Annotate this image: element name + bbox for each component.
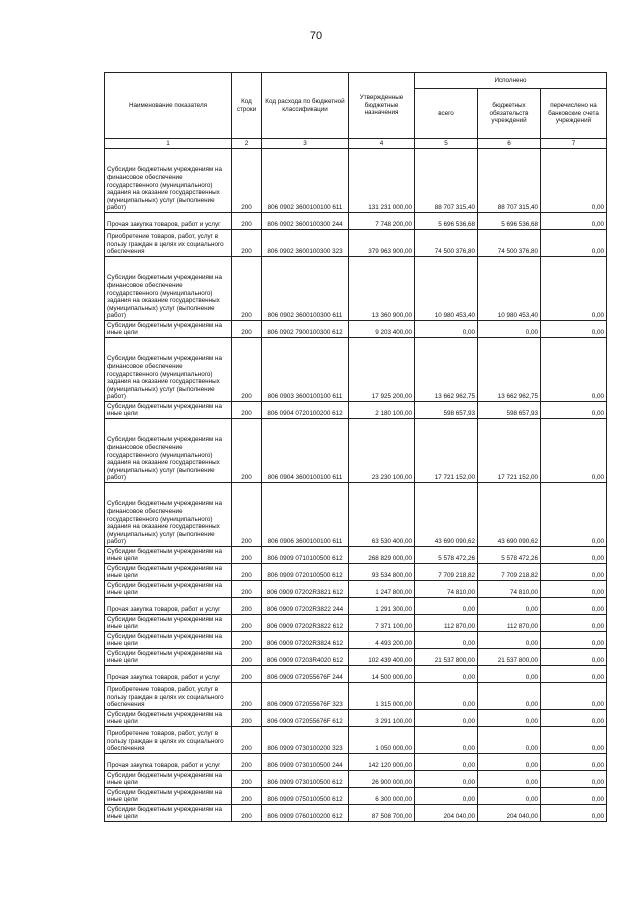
cell-expense-code: 806 0909 072055676F 612 (262, 710, 349, 727)
cell-name: Приобретение товаров, работ, услуг в пользу граждан в целях их социального обеспечения (105, 683, 232, 710)
table-row (105, 771, 607, 788)
cell-approved: 2 180 100,00 (349, 402, 415, 419)
cell-obligations: 598 657,93 (478, 402, 541, 419)
cell-transferred: 0,00 (541, 564, 607, 581)
cell-approved: 379 963 900,00 (349, 230, 415, 257)
cell-name: Субсидии бюджетным учреждениям на финансовое обеспечение государственного (муниципального) задания на оказание государственных (муниципальных) услуг (выполнение работ) (105, 419, 232, 483)
cell-transferred: 0,00 (541, 419, 607, 483)
cell-name: Субсидии бюджетным учреждениям на иные цели (105, 581, 232, 598)
cell-expense-code: 806 0909 0730100500 244 (262, 754, 349, 771)
cell-expense-code: 806 0909 07202R3822 612 (262, 615, 349, 632)
cell-total: 0,00 (415, 754, 478, 771)
cell-total: 204 040,00 (415, 805, 478, 822)
cell-obligations: 0,00 (478, 321, 541, 338)
table-row (105, 754, 607, 771)
cell-name: Прочая закупка товаров, работ и услуг (105, 213, 232, 230)
cell-total: 0,00 (415, 710, 478, 727)
table-row (105, 805, 607, 822)
cell-name: Субсидии бюджетным учреждениям на иные цели (105, 771, 232, 788)
cell-transferred: 0,00 (541, 547, 607, 564)
cell-obligations: 88 707 315,40 (478, 149, 541, 213)
cell-total: 0,00 (415, 632, 478, 649)
column-number: 4 (349, 139, 415, 149)
cell-obligations: 0,00 (478, 683, 541, 710)
cell-line-code: 200 (232, 230, 262, 257)
table-body (105, 149, 607, 822)
table-row (105, 149, 607, 213)
header-name: Наименование показателя (105, 73, 232, 139)
cell-name: Прочая закупка товаров, работ и услуг (105, 666, 232, 683)
cell-total: 5 578 472,26 (415, 547, 478, 564)
cell-approved: 14 500 000,00 (349, 666, 415, 683)
cell-obligations: 5 578 472,26 (478, 547, 541, 564)
cell-total: 0,00 (415, 771, 478, 788)
cell-name: Субсидии бюджетным учреждениям на иные цели (105, 402, 232, 419)
cell-approved: 63 530 400,00 (349, 483, 415, 547)
cell-expense-code: 806 0909 07202R3824 612 (262, 632, 349, 649)
table-row (105, 649, 607, 666)
table-row (105, 727, 607, 754)
cell-total: 43 690 090,62 (415, 483, 478, 547)
cell-line-code: 200 (232, 666, 262, 683)
cell-obligations: 74 810,00 (478, 581, 541, 598)
cell-total: 7 709 218,82 (415, 564, 478, 581)
cell-line-code: 200 (232, 338, 262, 402)
cell-approved: 1 050 000,00 (349, 727, 415, 754)
cell-obligations: 0,00 (478, 666, 541, 683)
cell-obligations: 0,00 (478, 632, 541, 649)
cell-name: Субсидии бюджетным учреждениям на финансовое обеспечение государственного (муниципального) задания на оказание государственных (муниципальных) услуг (выполнение работ) (105, 338, 232, 402)
cell-expense-code: 806 0902 3600100300 611 (262, 257, 349, 321)
header-transferred: перечислено на банковские счета учреждений (541, 89, 607, 139)
cell-transferred: 0,00 (541, 581, 607, 598)
cell-total: 21 537 800,00 (415, 649, 478, 666)
cell-transferred: 0,00 (541, 598, 607, 615)
cell-line-code: 200 (232, 805, 262, 822)
cell-expense-code: 806 0902 3600100300 244 (262, 213, 349, 230)
cell-expense-code: 806 0909 0750100500 612 (262, 788, 349, 805)
cell-line-code: 200 (232, 771, 262, 788)
table-row (105, 564, 607, 581)
cell-name: Субсидии бюджетным учреждениям на иные цели (105, 615, 232, 632)
cell-line-code: 200 (232, 564, 262, 581)
cell-total: 112 870,00 (415, 615, 478, 632)
table-row (105, 338, 607, 402)
cell-transferred: 0,00 (541, 683, 607, 710)
table-row (105, 257, 607, 321)
cell-expense-code: 806 0909 0730100500 612 (262, 771, 349, 788)
cell-expense-code: 806 0909 07202R3822 244 (262, 598, 349, 615)
cell-expense-code: 806 0902 7900100300 612 (262, 321, 349, 338)
column-number: 1 (105, 139, 232, 149)
cell-transferred: 0,00 (541, 483, 607, 547)
cell-total: 0,00 (415, 321, 478, 338)
cell-expense-code: 806 0909 0720100500 612 (262, 564, 349, 581)
cell-transferred: 0,00 (541, 649, 607, 666)
cell-name: Субсидии бюджетным учреждениям на финансовое обеспечение государственного (муниципального) задания на оказание государственных (муниципальных) услуг (выполнение работ) (105, 149, 232, 213)
cell-obligations: 43 690 090,62 (478, 483, 541, 547)
cell-total: 17 721 152,00 (415, 419, 478, 483)
table-row (105, 213, 607, 230)
table-row (105, 402, 607, 419)
cell-approved: 9 203 400,00 (349, 321, 415, 338)
cell-name: Субсидии бюджетным учреждениям на иные цели (105, 805, 232, 822)
cell-approved: 7 371 100,00 (349, 615, 415, 632)
cell-approved: 3 291 100,00 (349, 710, 415, 727)
cell-expense-code: 806 0909 07203R4020 612 (262, 649, 349, 666)
table-row (105, 483, 607, 547)
cell-transferred: 0,00 (541, 788, 607, 805)
cell-transferred: 0,00 (541, 321, 607, 338)
cell-line-code: 200 (232, 483, 262, 547)
cell-transferred: 0,00 (541, 805, 607, 822)
cell-approved: 4 493 200,00 (349, 632, 415, 649)
cell-name: Субсидии бюджетным учреждениям на иные цели (105, 321, 232, 338)
cell-obligations: 21 537 800,00 (478, 649, 541, 666)
cell-total: 88 707 315,40 (415, 149, 478, 213)
table-row (105, 321, 607, 338)
table-row (105, 666, 607, 683)
column-number: 6 (478, 139, 541, 149)
cell-approved: 102 439 400,00 (349, 649, 415, 666)
column-number: 3 (262, 139, 349, 149)
cell-expense-code: 806 0909 07202R3821 612 (262, 581, 349, 598)
cell-approved: 93 534 800,00 (349, 564, 415, 581)
cell-line-code: 200 (232, 419, 262, 483)
cell-line-code: 200 (232, 149, 262, 213)
cell-approved: 142 120 000,00 (349, 754, 415, 771)
cell-line-code: 200 (232, 788, 262, 805)
header-approved: Утвержденные бюджетные назначения (349, 73, 415, 139)
cell-expense-code: 806 0909 0760100200 612 (262, 805, 349, 822)
cell-approved: 268 829 000,00 (349, 547, 415, 564)
cell-total: 598 657,93 (415, 402, 478, 419)
column-number: 7 (541, 139, 607, 149)
cell-expense-code: 806 0902 3600100100 611 (262, 149, 349, 213)
cell-line-code: 200 (232, 547, 262, 564)
cell-name: Приобретение товаров, работ, услуг в пользу граждан в целях их социального обеспечения (105, 727, 232, 754)
cell-transferred: 0,00 (541, 402, 607, 419)
cell-obligations: 0,00 (478, 771, 541, 788)
column-number: 2 (232, 139, 262, 149)
header-total: всего (415, 89, 478, 139)
cell-total: 5 696 536,68 (415, 213, 478, 230)
cell-transferred: 0,00 (541, 338, 607, 402)
cell-obligations: 0,00 (478, 727, 541, 754)
cell-obligations: 0,00 (478, 598, 541, 615)
cell-name: Субсидии бюджетным учреждениям на финансовое обеспечение государственного (муниципального) задания на оказание государственных (муниципальных) услуг (выполнение работ) (105, 483, 232, 547)
cell-transferred: 0,00 (541, 213, 607, 230)
cell-transferred: 0,00 (541, 149, 607, 213)
cell-line-code: 200 (232, 257, 262, 321)
cell-line-code: 200 (232, 402, 262, 419)
cell-transferred: 0,00 (541, 754, 607, 771)
cell-approved: 26 900 000,00 (349, 771, 415, 788)
cell-name: Субсидии бюджетным учреждениям на иные цели (105, 710, 232, 727)
cell-line-code: 200 (232, 727, 262, 754)
header-budget-obligations: бюджетных обязательств учреждений (478, 89, 541, 139)
cell-approved: 23 230 100,00 (349, 419, 415, 483)
cell-name: Субсидии бюджетным учреждениям на иные цели (105, 649, 232, 666)
cell-approved: 7 748 200,00 (349, 213, 415, 230)
cell-total: 0,00 (415, 788, 478, 805)
cell-name: Субсидии бюджетным учреждениям на иные цели (105, 632, 232, 649)
cell-name: Приобретение товаров, работ, услуг в пользу граждан в целях их социального обеспечения (105, 230, 232, 257)
cell-total: 0,00 (415, 683, 478, 710)
table-row (105, 615, 607, 632)
cell-expense-code: 806 0909 072055676F 244 (262, 666, 349, 683)
header-executed: Исполнено (415, 73, 607, 89)
cell-expense-code: 806 0906 3600100100 611 (262, 483, 349, 547)
cell-transferred: 0,00 (541, 632, 607, 649)
cell-total: 74 810,00 (415, 581, 478, 598)
column-number-row (105, 139, 607, 149)
cell-name: Прочая закупка товаров, работ и услуг (105, 598, 232, 615)
cell-approved: 1 247 800,00 (349, 581, 415, 598)
cell-name: Прочая закупка товаров, работ и услуг (105, 754, 232, 771)
cell-line-code: 200 (232, 683, 262, 710)
cell-approved: 17 925 200,00 (349, 338, 415, 402)
table-row (105, 710, 607, 727)
column-number: 5 (415, 139, 478, 149)
cell-expense-code: 806 0903 3600100100 611 (262, 338, 349, 402)
cell-expense-code: 806 0909 0710100500 612 (262, 547, 349, 564)
cell-transferred: 0,00 (541, 615, 607, 632)
cell-expense-code: 806 0904 3600100100 611 (262, 419, 349, 483)
cell-name: Субсидии бюджетным учреждениям на иные цели (105, 547, 232, 564)
cell-transferred: 0,00 (541, 666, 607, 683)
cell-transferred: 0,00 (541, 257, 607, 321)
table-row (105, 683, 607, 710)
cell-obligations: 112 870,00 (478, 615, 541, 632)
cell-expense-code: 806 0909 072055676F 323 (262, 683, 349, 710)
table-row (105, 788, 607, 805)
cell-line-code: 200 (232, 213, 262, 230)
cell-transferred: 0,00 (541, 771, 607, 788)
cell-name: Субсидии бюджетным учреждениям на иные цели (105, 564, 232, 581)
cell-expense-code: 806 0904 0720100200 612 (262, 402, 349, 419)
table-row (105, 547, 607, 564)
cell-approved: 1 315 000,00 (349, 683, 415, 710)
cell-obligations: 0,00 (478, 788, 541, 805)
cell-expense-code: 806 0902 3600100300 323 (262, 230, 349, 257)
cell-total: 74 500 376,80 (415, 230, 478, 257)
cell-line-code: 200 (232, 581, 262, 598)
cell-obligations: 0,00 (478, 710, 541, 727)
cell-line-code: 200 (232, 649, 262, 666)
cell-line-code: 200 (232, 321, 262, 338)
cell-name: Субсидии бюджетным учреждениям на иные цели (105, 788, 232, 805)
cell-transferred: 0,00 (541, 727, 607, 754)
cell-line-code: 200 (232, 615, 262, 632)
cell-transferred: 0,00 (541, 710, 607, 727)
table-row (105, 632, 607, 649)
cell-obligations: 17 721 152,00 (478, 419, 541, 483)
cell-obligations: 13 662 962,75 (478, 338, 541, 402)
cell-obligations: 0,00 (478, 754, 541, 771)
cell-obligations: 7 709 218,82 (478, 564, 541, 581)
cell-obligations: 10 980 453,40 (478, 257, 541, 321)
cell-obligations: 204 040,00 (478, 805, 541, 822)
cell-name: Субсидии бюджетным учреждениям на финансовое обеспечение государственного (муниципального) задания на оказание государственных (муниципальных) услуг (выполнение работ) (105, 257, 232, 321)
cell-approved: 131 231 000,00 (349, 149, 415, 213)
cell-total: 0,00 (415, 666, 478, 683)
cell-total: 13 662 962,75 (415, 338, 478, 402)
cell-total: 0,00 (415, 598, 478, 615)
cell-total: 0,00 (415, 727, 478, 754)
table-row (105, 230, 607, 257)
header-line-code: Код строки (232, 73, 262, 139)
cell-total: 10 980 453,40 (415, 257, 478, 321)
cell-line-code: 200 (232, 632, 262, 649)
table-row (105, 598, 607, 615)
cell-approved: 87 508 700,00 (349, 805, 415, 822)
cell-line-code: 200 (232, 710, 262, 727)
table-row (105, 419, 607, 483)
cell-approved: 1 291 300,00 (349, 598, 415, 615)
cell-expense-code: 806 0909 0730100200 323 (262, 727, 349, 754)
cell-obligations: 5 696 536,68 (478, 213, 541, 230)
cell-obligations: 74 500 376,80 (478, 230, 541, 257)
budget-execution-table (104, 72, 607, 822)
cell-line-code: 200 (232, 598, 262, 615)
page-number: 70 (309, 30, 323, 42)
cell-transferred: 0,00 (541, 230, 607, 257)
table-row (105, 581, 607, 598)
cell-line-code: 200 (232, 754, 262, 771)
cell-approved: 13 360 900,00 (349, 257, 415, 321)
cell-approved: 6 300 000,00 (349, 788, 415, 805)
header-expense-code: Код расхода по бюджетной классификации (262, 73, 349, 139)
